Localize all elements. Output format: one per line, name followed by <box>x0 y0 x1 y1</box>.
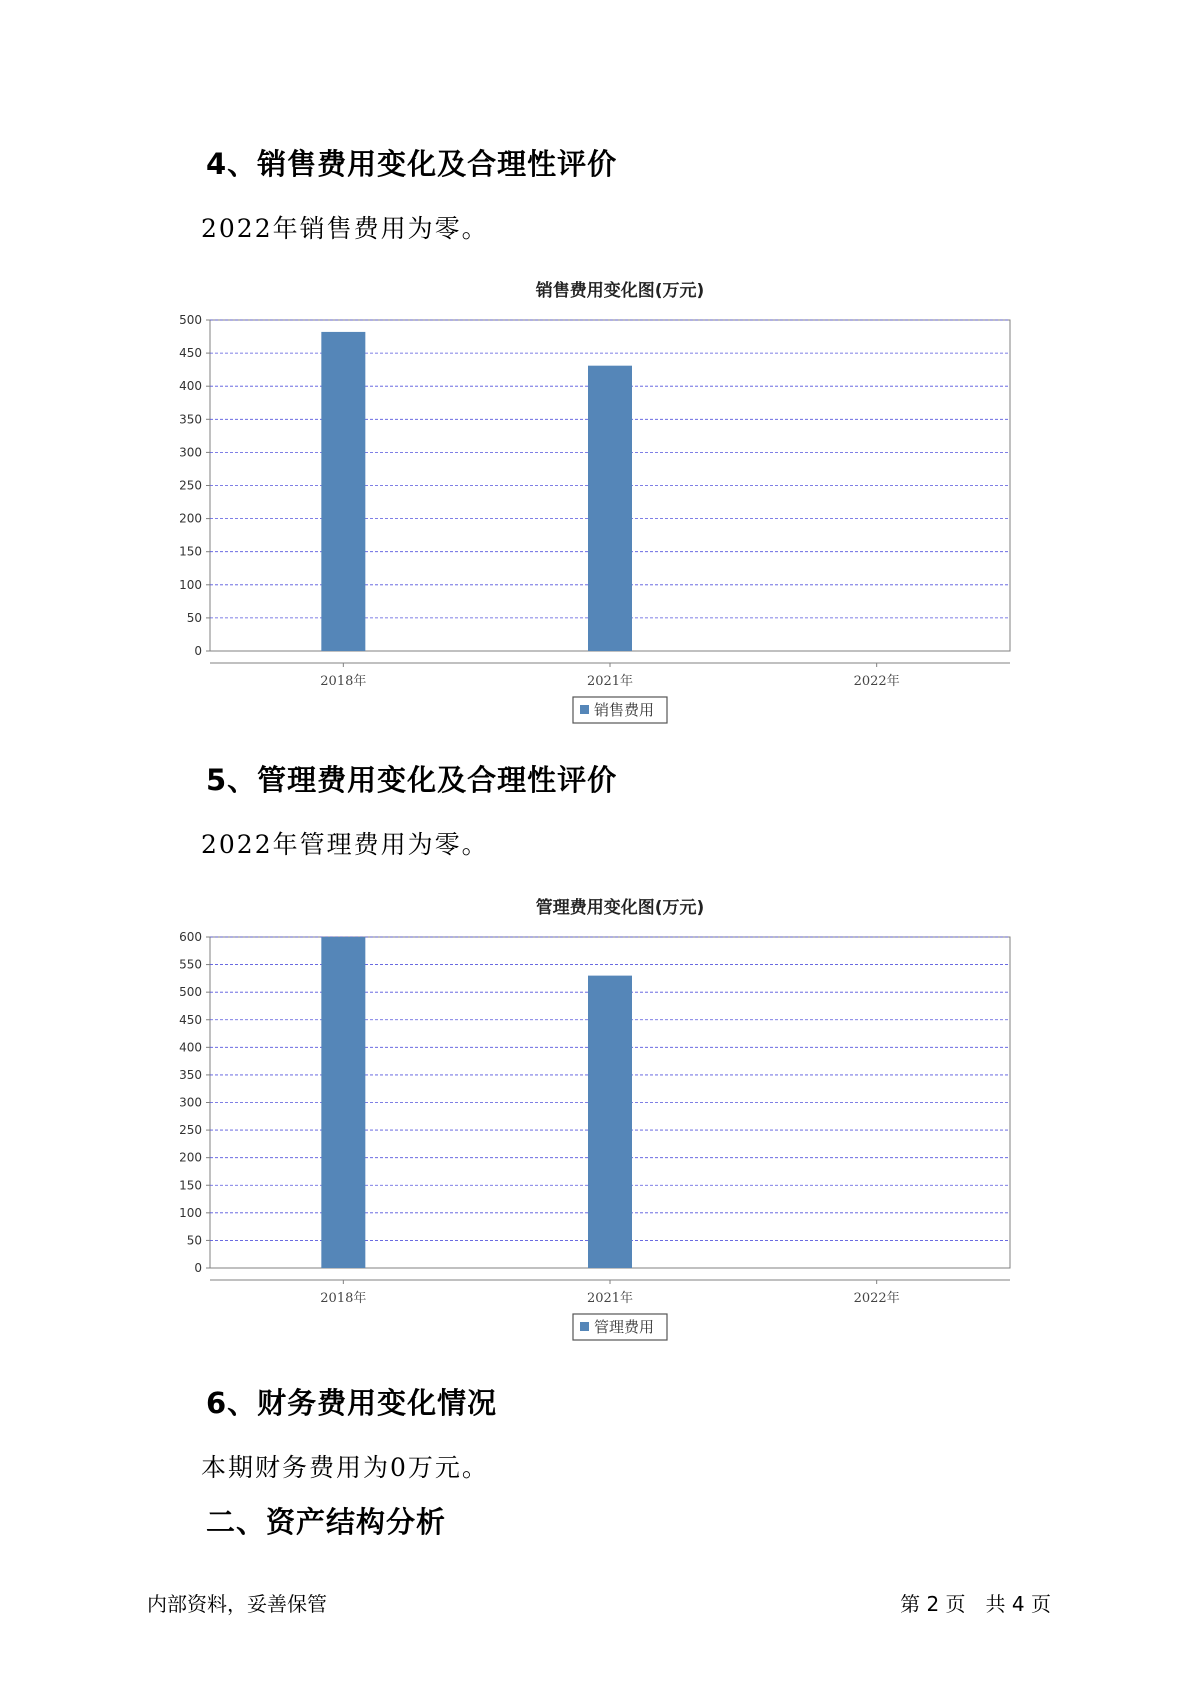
y-tick-label: 100 <box>179 577 202 592</box>
x-tick-label: 2018年 <box>320 674 367 689</box>
sales-expense-chart-svg <box>160 268 1020 728</box>
bar-2021年 <box>588 976 632 1268</box>
legend-label: 管理费用 <box>594 1318 655 1336</box>
y-tick-label: 350 <box>179 1067 202 1082</box>
admin-expense-chart-svg <box>160 885 1020 1345</box>
section-5-heading: 5、管理费用变化及合理性评价 <box>206 763 618 797</box>
y-tick-label: 0 <box>194 644 202 658</box>
y-tick-label: 150 <box>179 544 202 559</box>
bar-2018年 <box>321 937 365 1268</box>
y-tick-label: 250 <box>179 1123 202 1138</box>
section-6-heading: 6、财务费用变化情况 <box>206 1386 498 1420</box>
bar-2018年 <box>321 332 365 651</box>
x-tick-label: 2018年 <box>320 1291 367 1306</box>
section-asset-structure-heading: 二、资产结构分析 <box>206 1505 447 1539</box>
y-tick-label: 400 <box>179 379 202 394</box>
x-tick-label: 2021年 <box>586 674 634 689</box>
y-tick-label: 300 <box>179 1095 202 1110</box>
x-tick-label: 2022年 <box>853 674 900 689</box>
x-tick-label: 2022年 <box>853 1291 900 1306</box>
legend-swatch <box>580 705 589 714</box>
legend-swatch <box>580 1322 589 1331</box>
y-tick-label: 500 <box>179 985 202 1000</box>
bar-2021年 <box>588 366 632 651</box>
y-tick-label: 50 <box>186 610 202 625</box>
y-tick-label: 300 <box>179 445 202 460</box>
y-tick-label: 450 <box>179 1012 202 1027</box>
y-tick-label: 250 <box>179 478 202 493</box>
y-tick-label: 350 <box>179 412 202 427</box>
legend-label: 销售费用 <box>594 701 655 719</box>
footer-page-number: 第 2 页 共 4 页 <box>900 1592 1051 1616</box>
chart-title: 销售费用变化图(万元) <box>535 281 705 301</box>
y-tick-label: 200 <box>179 1150 202 1165</box>
footer-confidential-note: 内部资料，妥善保管 <box>147 1592 327 1616</box>
chart-title: 管理费用变化图(万元) <box>535 898 705 918</box>
section-5-text: 2022年管理费用为零。 <box>201 830 489 859</box>
y-tick-label: 50 <box>186 1233 202 1248</box>
admin-expense-chart <box>160 885 1020 1345</box>
section-6-text: 本期财务费用为0万元。 <box>201 1453 489 1482</box>
y-tick-label: 450 <box>179 346 202 361</box>
x-tick-label: 2021年 <box>586 1291 634 1306</box>
y-tick-label: 150 <box>179 1178 202 1193</box>
section-4-text: 2022年销售费用为零。 <box>201 214 489 243</box>
y-tick-label: 500 <box>179 313 202 327</box>
y-tick-label: 400 <box>179 1040 202 1055</box>
sales-expense-chart <box>160 268 1020 728</box>
y-tick-label: 600 <box>179 930 202 944</box>
section-4-heading: 4、销售费用变化及合理性评价 <box>206 147 618 181</box>
y-tick-label: 100 <box>179 1205 202 1220</box>
y-tick-label: 0 <box>194 1261 202 1275</box>
y-tick-label: 550 <box>179 957 202 972</box>
y-tick-label: 200 <box>179 511 202 526</box>
